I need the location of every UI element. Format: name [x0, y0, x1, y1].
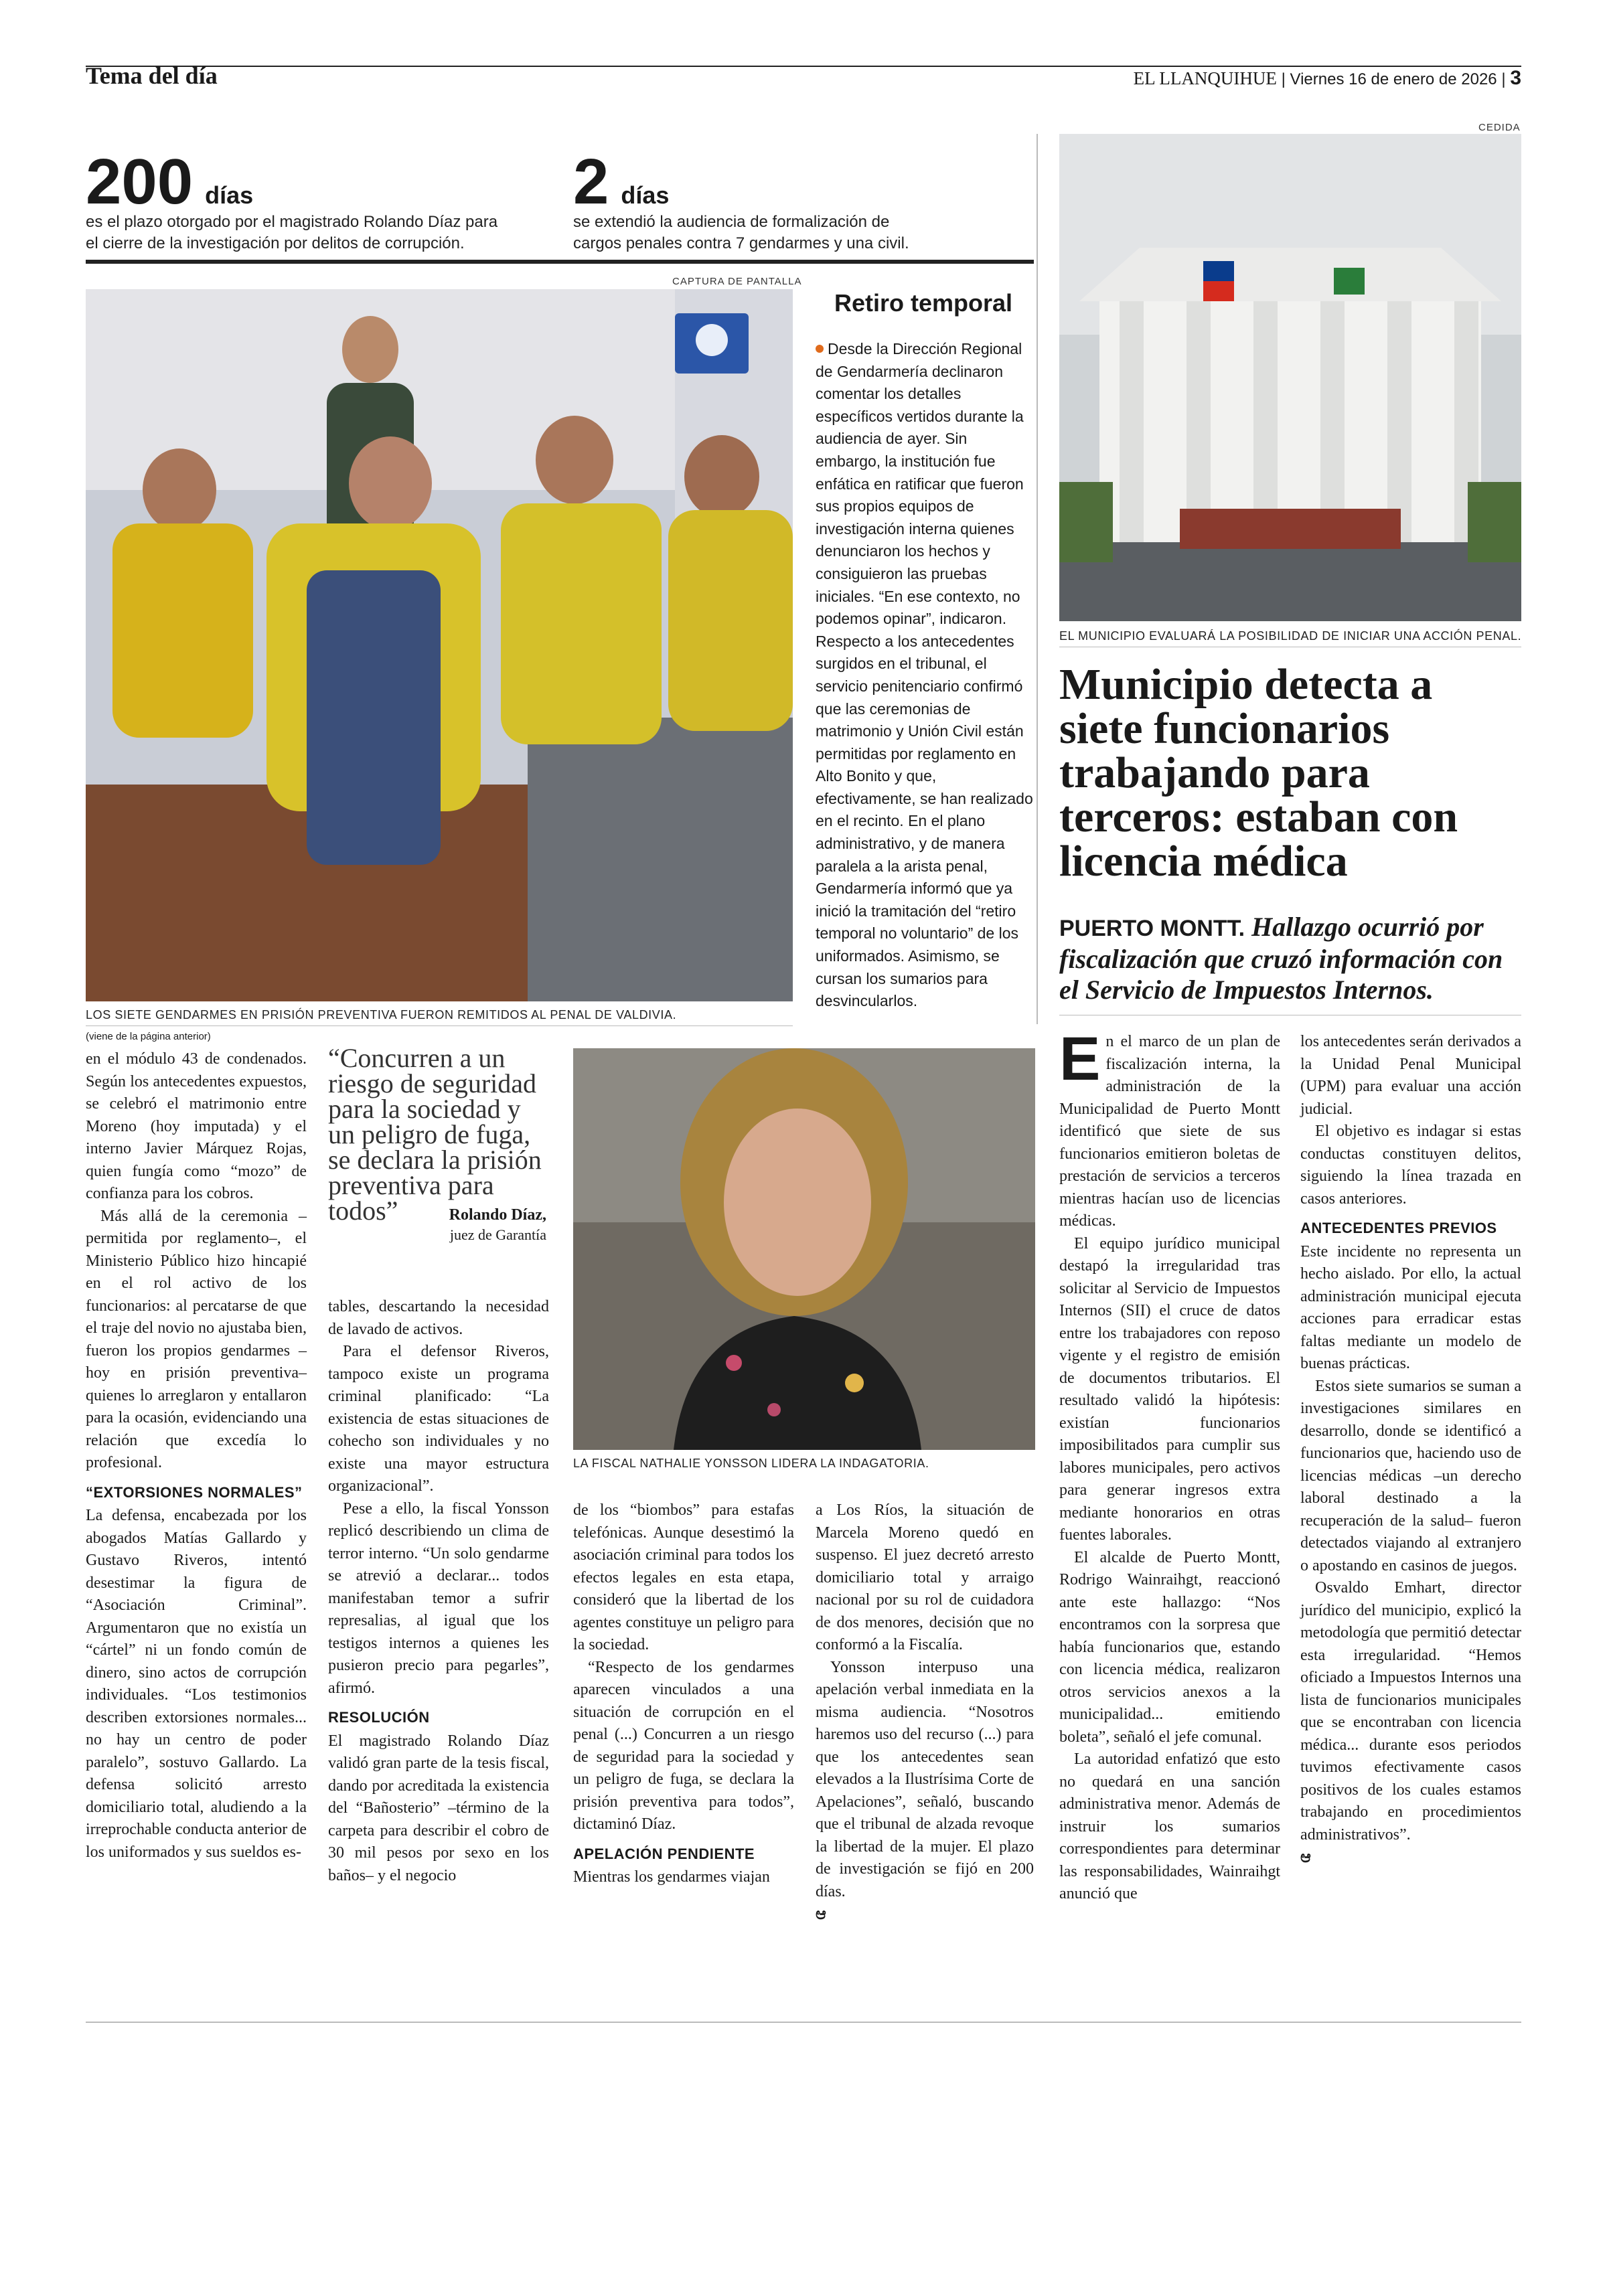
newspaper-name: EL LLANQUIHUE	[1133, 68, 1277, 88]
subhead: ANTECEDENTES PREVIOS	[1300, 1220, 1497, 1236]
stat-desc-line: el cierre de la investigación por delitos de corrupción.	[86, 234, 465, 252]
end-mark-icon: ಆ	[816, 1905, 826, 1923]
pull-quote: “Concurren a un riesgo de seguridad para la sociedad y un peligro de fuga, se declara la prisión preventiva para todos”	[328, 1043, 542, 1226]
footer-rule	[86, 2022, 1521, 2023]
paragraph: El magistrado Rolando Díaz validó gran parte de la tesis fiscal, dando por acreditada la existencia del “Bañosterio” –término de la carpeta para describir el cobro de 30 mil pesos por sexo en los baños– y el negocio	[328, 1732, 549, 1884]
stat-desc-line: cargos penales contra 7 gendarmes y una civil.	[573, 234, 909, 252]
gendarmes-photo	[86, 289, 793, 1001]
fiscal-photo-caption: LA FISCAL NATHALIE YONSSON LIDERA LA INDAGATORIA.	[573, 1457, 929, 1470]
stat-unit: días	[205, 181, 254, 209]
column-divider	[1037, 134, 1038, 1024]
municipalidad-photo	[1059, 134, 1521, 621]
subhead: APELACIÓN PENDIENTE	[573, 1845, 755, 1862]
masthead: EL LLANQUIHUE | Viernes 16 de enero de 2026 | 3	[1133, 67, 1521, 89]
article1-col3	[573, 1499, 794, 1889]
paragraph: de los “biombos” para estafas telefónicas. Aunque desestimó la asociación criminal para todos los efectos legales en esta etapa, consideró que la libertad de los agentes constituye un peligro para la sociedad.	[573, 1501, 794, 1653]
article1-col1	[86, 1048, 307, 1864]
paragraph: Mientras los gendarmes viajan	[573, 1868, 770, 1886]
paragraph: Pese a ello, la fiscal Yonsson replicó describiendo un clima de terror interno. “Un solo gendarme se atrevió a declarar... todos manifestaban temor a sufrir represalias, al igual que los testigos internos a quienes les pusieron precio para pegarles”, afirmó.	[328, 1499, 549, 1697]
stat-2-days	[573, 146, 909, 254]
drop-cap: E	[1059, 1025, 1101, 1093]
paragraph: “Respecto de los gendarmes aparecen vinculados a una situación de corrupción en el penal (...) Concurren a un riesgo de seguridad para la sociedad y un peligro de fuga, se declara la prisión preventiva para todos”, dictaminó Díaz.	[573, 1658, 794, 1833]
paragraph: Para el defensor Riveros, tampoco existe un programa criminal planificado: “La existencia de estas situaciones de cohecho son individuales y no existe una mayor estructura organizacional”.	[328, 1343, 549, 1495]
page-number: 3	[1510, 67, 1521, 89]
paragraph: El alcalde de Puerto Montt, Rodrigo Wainraihgt, reaccionó ante este hallazgo: “Nos encontramos con la sorpresa que había funcionarios que, estando con licencia médica, realizaron otros servicios anexos a la municipalidad... emitiendo boleta”, señaló el jefe comunal.	[1059, 1548, 1280, 1746]
paragraph: Más allá de la ceremonia –permitida por reglamento–, el Ministerio Público hizo hincapié en el rol activo de los funcionarios: al percatarse de que el traje del novio no ajustaba bien, fueron los propios gendarmes –hoy en prisión preventiva– quienes lo arreglaron y entallaron para la ocasión, evidenciando una relación que excedía lo profesional.	[86, 1207, 307, 1471]
municipalidad-photo-illustration	[1059, 134, 1521, 621]
end-mark-icon: ಆ	[1300, 1848, 1311, 1866]
section-title: Tema del día	[86, 62, 218, 89]
lead-text: Hallazgo ocurrió por fiscalización que cruzó información con el Servicio de Impuestos Internos.	[1059, 912, 1503, 1005]
subhead: RESOLUCIÓN	[328, 1709, 430, 1726]
municipalidad-caption: EL MUNICIPIO EVALUARÁ LA POSIBILIDAD DE INICIAR UNA ACCIÓN PENAL.	[1059, 629, 1522, 643]
photo-credit: CAPTURA DE PANTALLA	[672, 276, 802, 287]
paragraph: n el marco de un plan de fiscalización interna, la administración de la Municipalidad de Puerto Montt identificó que siete de sus funcionarios emitieron boletas de prestación de servicios a terceros mientras hacían uso de licencias médicas.	[1059, 1033, 1280, 1230]
dateline: PUERTO MONTT.	[1059, 916, 1245, 941]
sidebar-text: Desde la Dirección Regional de Gendarmería declinaron comentar los detalles específicos vertidos durante la audiencia de ayer. Sin embargo, la institución fue enfática en ratificar que fueron sus propios equipos de investigación interna quienes denunciaron los hechos y consiguieron las pruebas iniciales. “En ese contexto, no podemos opinar”, indicaron. Respecto a los antecedentes surgidos en el tribunal, el servicio penitenciario confirmó que las ceremonias de matrimonio y Unión Civil están permitidas por reglamento en Alto Bonito y que, efectivamente, se han realizado en el recinto. En el plano administrativo, y de manera paralela a la arista penal, Gendarmería informó que ya inició la tramitación del “retiro temporal no voluntario” de los uniformados. Asimismo, se cursan los sumarios para desvincularlos.	[816, 340, 1033, 1010]
photo-caption: LOS SIETE GENDARMES EN PRISIÓN PREVENTIVA FUERON REMITIDOS AL PENAL DE VALDIVIA.	[86, 1008, 677, 1021]
stat-number: 200	[86, 146, 194, 218]
sidebar-body	[816, 338, 1034, 1013]
paragraph: los antecedentes serán derivados a la Unidad Penal Municipal (UPM) para evaluar una acción judicial.	[1300, 1033, 1521, 1118]
article2-col1	[1059, 1025, 1280, 1906]
bullet-dot-icon	[816, 345, 824, 353]
article2-col2	[1300, 1031, 1521, 1870]
continued-note: (viene de la página anterior)	[86, 1031, 211, 1042]
paragraph: El equipo jurídico municipal destapó la irregularidad tras solicitar al Servicio de Impuestos Internos (SII) el cruce de datos entre los trabajadores con reposo vigente y el registro de emisión de documentos tributarios. El resultado validó la hipótesis: existían funcionarios imposibilitados para cumplir sus labores municipales, pero activos para generar ingresos extra mediante honorarios en otras fuentes laborales.	[1059, 1234, 1280, 1544]
issue-date: Viernes 16 de enero de 2026	[1290, 70, 1497, 88]
quote-role: juez de Garantía	[449, 1226, 546, 1243]
paragraph: tables, descartando la necesidad de lavado de activos.	[328, 1298, 549, 1338]
paragraph: a Los Ríos, la situación de Marcela Moreno quedó en suspenso. El juez decretó arresto domiciliario total y arraigo nacional por su rol de cuidadora de dos menores, decisión que no conformó a la Fiscalía.	[816, 1501, 1034, 1653]
article1-col4	[816, 1499, 1034, 1926]
stat-desc-line: es el plazo otorgado por el magistrado Rolando Díaz para	[86, 213, 498, 231]
article2-headline: Municipio detecta a siete funcionarios trabajando para terceros: estaban con licencia médica	[1059, 660, 1458, 886]
paragraph: Osvaldo Emhart, director jurídico del municipio, explicó la metodología que permitió detectar esta irregularidad. “Hemos oficiado a Impuestos Internos una lista de funcionarios municipales que se encontraban con licencia médica... durante esos periodos tuvimos efectivamente casos positivos de los cuales estamos trabajando en procedimientos administrativos”.	[1300, 1579, 1521, 1843]
paragraph: Este incidente no representa un hecho aislado. Por ello, la actual administración municipal ejecuta acciones para erradicar estas faltas mediante un modelo de buenas prácticas.	[1300, 1242, 1521, 1372]
stat-number: 2	[573, 146, 609, 218]
subhead: “EXTORSIONES NORMALES”	[86, 1483, 303, 1501]
photo-credit: CEDIDA	[1478, 122, 1521, 133]
stat-200-days	[86, 146, 498, 254]
paragraph: Estos siete sumarios se suman a investigaciones similares en desarrollo, donde se identificó a funcionarios que, haciendo uso de licencias médicas –un derecho laboral destinado a la recuperación de la salud– fueron detectados viajando al extranjero o apostando en casinos de juegos.	[1300, 1377, 1521, 1574]
article2-deck	[1059, 912, 1521, 1005]
stat-unit: días	[621, 181, 670, 209]
stats-rule	[86, 260, 1034, 264]
paragraph: El objetivo es indagar si estas conductas constituyen delitos, siguiendo la línea trazada en casos anteriores.	[1300, 1123, 1521, 1208]
gendarmes-photo-illustration	[86, 289, 793, 1001]
article1-col2	[328, 1296, 549, 1887]
paragraph: La autoridad enfatizó que esto no quedará en una sanción administrativa menor. Además de instruir los sumarios correspondientes para determinar las responsabilidades, Wainraihgt anunció que	[1059, 1750, 1280, 1902]
paragraph: Yonsson interpuso una apelación verbal inmediata en la misma audiencia. “Nosotros haremos uso del recurso (...) para que los antecedentes sean elevados a la Ilustrísima Corte de Apelaciones”, señaló, buscando que el tribunal de alzada revoque la libertad de la mujer. El plazo de investigación se fijó en 200 días.	[816, 1658, 1034, 1900]
sidebar-title: Retiro temporal	[834, 289, 1013, 317]
fiscal-photo-illustration	[573, 1048, 1035, 1450]
paragraph: La defensa, encabezada por los abogados Matías Gallardo y Gustavo Riveros, intentó desestimar la figura de “Asociación Criminal”. Argumentaron que no existía un “cártel” ni un fondo común de dinero, sino actos de corrupción individuales. “Los testimonios describen extorsiones normales... no hay un centro de poder paralelo”, sostuvo Gallardo. La defensa solicitó arresto domiciliario total, aludiendo a la irreprochable conducta anterior de los uniformados y sus sueldos es-	[86, 1507, 307, 1861]
paragraph: en el módulo 43 de condenados. Según los antecedentes expuestos, se celebró el matrimonio entre Moreno (hoy imputada) y el interno Javier Márquez Rojas, quien fungía como “mozo” de confianza para los cobros.	[86, 1050, 307, 1202]
stat-desc-line: se extendió la audiencia de formalización de	[573, 213, 890, 231]
quote-author: Rolando Díaz,	[449, 1206, 546, 1224]
fiscal-photo	[573, 1048, 1035, 1450]
